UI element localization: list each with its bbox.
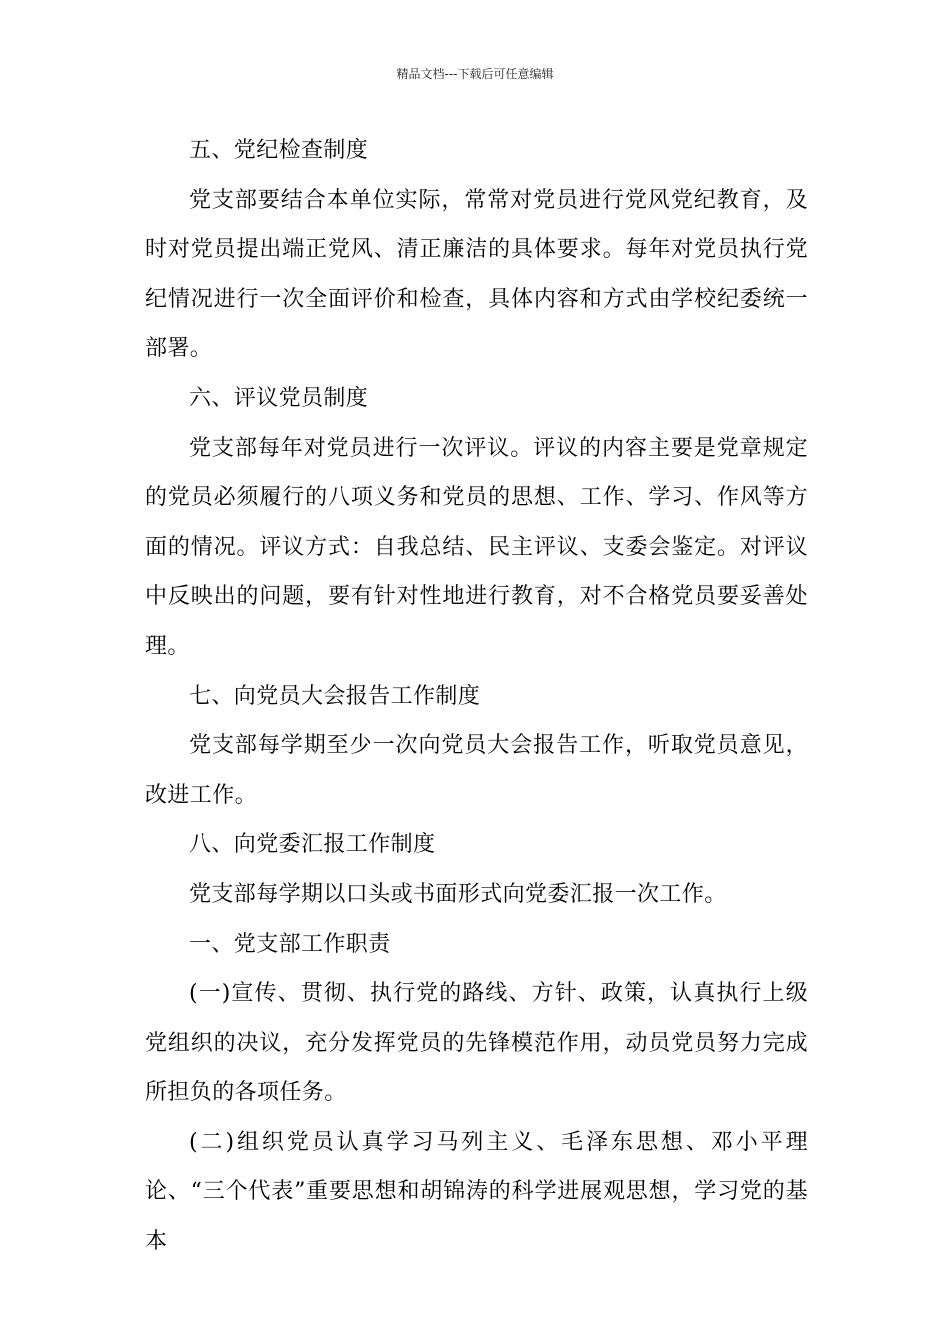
paragraph-report-to-committee: 党支部每学期以口头或书面形式向党委汇报一次工作。 (189, 881, 727, 907)
section-heading-party-discipline: 五、党纪检查制度 (189, 138, 369, 163)
paragraph-report-to-assembly: 党支部每学期至少一次向党员大会报告工作，听取党员意见，改进工作。 (145, 733, 808, 808)
page-header: 精品文档---下载后可任意编辑 (396, 67, 554, 81)
section-heading-report-to-assembly: 七、向党员大会报告工作制度 (189, 683, 481, 709)
section-heading-branch-duties: 一、党支部工作职责 (189, 931, 391, 957)
paragraph-duty-1: (一)宣传、贯彻、执行党的路线、方针、政策，认真执行上级党组织的决议，充分发挥党员的先锋模范作用，动员党员努力完成所担负的各项任务。 (145, 981, 808, 1106)
paragraph-duty-2: (二)组织党员认真学习马列主义、毛泽东思想、邓小平理论、“三个代表”重要思想和胡锦涛的科学进展观思想，学习党的基本 (145, 1129, 808, 1255)
paragraph-party-discipline: 党支部要结合本单位实际，常常对党员进行党风党纪教育，及时对党员提出端正党风、清正廉洁的具体要求。每年对党员执行党纪情况进行一次全面评价和检查，具体内容和方式由学校纪委统一部署。 (145, 187, 808, 362)
document-body (145, 126, 808, 1267)
paragraph-member-review: 党支部每年对党员进行一次评议。评议的内容主要是党章规定的党员必须履行的八项义务和党员的思想、工作、学习、作风等方面的情况。评议方式：自我总结、民主评议、支委会鉴定。对评议中反映出的问题，要有针对性地进行教育，对不合格党员要妥善处理。 (145, 435, 808, 659)
section-heading-member-review: 六、评议党员制度 (189, 385, 369, 411)
section-heading-report-to-committee: 八、向党委汇报工作制度 (189, 832, 436, 858)
